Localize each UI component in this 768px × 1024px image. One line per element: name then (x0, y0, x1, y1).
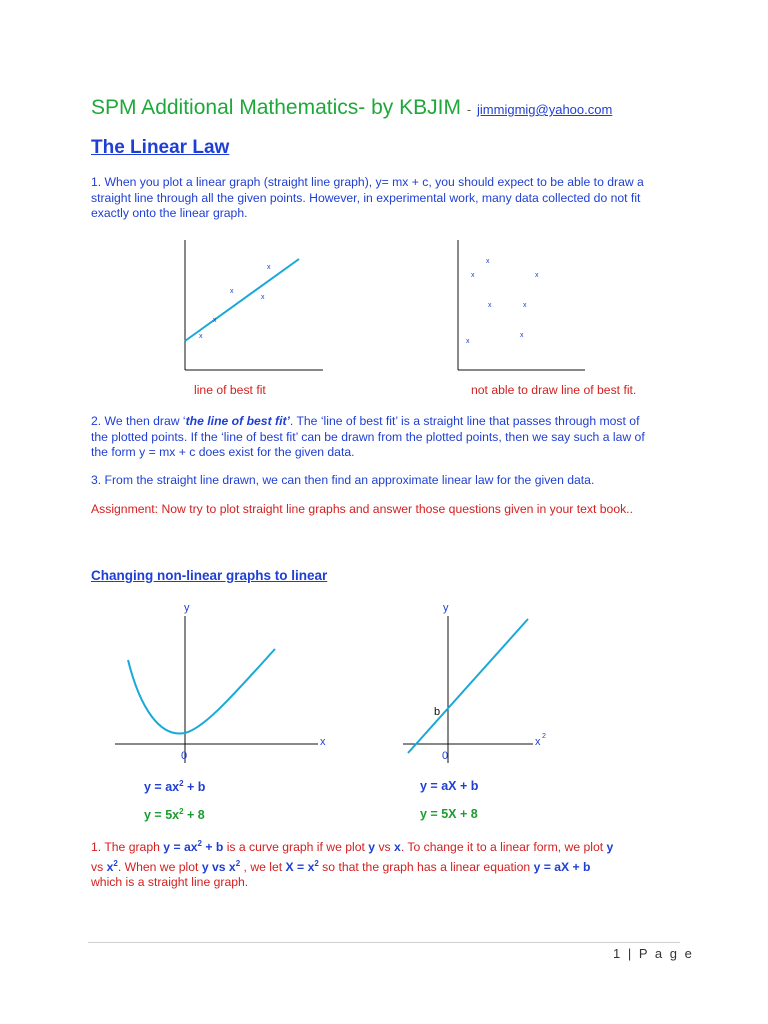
data-point: x (523, 302, 527, 309)
footer-divider (88, 942, 680, 943)
emphasis-best-fit: the line of best fit’ (185, 414, 290, 428)
paragraph-linearize (91, 836, 691, 891)
data-point: x (520, 332, 524, 339)
y-axis-label: y (443, 602, 449, 614)
email-link[interactable]: jimmigmig@yahoo.com (477, 102, 613, 117)
data-point: x (230, 288, 234, 295)
page-number: 1 (613, 946, 623, 961)
paragraph-linearize-line (91, 836, 691, 856)
equation-general-linear: y = aX + b (420, 779, 479, 793)
assignment-text: Assignment: Now try to plot straight line graphs and answer those questions given in your text book.. (91, 502, 633, 516)
superscript: 2 (113, 858, 118, 868)
page-separator: | (627, 946, 634, 961)
text-run: so that the graph has a linear equation (318, 859, 534, 874)
text-run: vs (91, 859, 107, 874)
data-point: x (199, 333, 203, 340)
text-run: y vs x (201, 859, 236, 874)
text-run: 2. We then draw ‘ (91, 414, 186, 428)
y-axis-label: y (184, 602, 190, 614)
data-point: x (213, 317, 217, 324)
parabola-curve (128, 649, 275, 734)
page-word: P a g e (638, 946, 694, 961)
text-run: x (106, 859, 114, 874)
text-run: + 8 (183, 808, 205, 823)
paragraph-2 (91, 414, 691, 461)
origin-label-left: 0 (181, 750, 188, 762)
text-run: + b (201, 840, 224, 855)
paragraph-linearize-line: which is a straight line graph. (91, 875, 249, 890)
graph-line-of-best-fit (175, 240, 325, 375)
section-heading-linear-law: The Linear Law (91, 137, 230, 158)
origin-label-right: 0 (442, 750, 449, 762)
text-run: y = aX + b (533, 859, 591, 874)
text-run: X = x (285, 859, 315, 874)
superscript: 2 (314, 858, 319, 868)
superscript: 2 (179, 807, 184, 816)
data-point: x (466, 338, 470, 345)
caption-no-best-fit: not able to draw line of best fit. (471, 383, 637, 397)
text-run: . When we plot (117, 859, 202, 874)
text-run: + b (183, 780, 206, 795)
paragraph-1-line: exactly onto the linear graph. (91, 206, 248, 220)
text-run: y = 5x (144, 808, 180, 823)
text-run: y (606, 840, 614, 855)
section-heading-non-linear: Changing non-linear graphs to linear (91, 568, 328, 583)
data-point: x (261, 294, 265, 301)
document-title: SPM Additional Mathematics- by KBJIM (91, 96, 461, 119)
paragraph-2-line: the plotted points. If the ‘line of best fit’ can be drawn from the plotted points, then we say such a law of (91, 429, 645, 444)
text-run: . To change it to a linear form, we plot (400, 840, 607, 855)
data-point: x (471, 272, 475, 279)
data-point: x (535, 272, 539, 279)
text-run: . The ‘line of best fit’ is a straight line that passes through most of (289, 414, 640, 428)
page-footer (613, 946, 694, 961)
text-run: y = ax (163, 840, 198, 855)
text-run: 1. The graph (91, 840, 164, 855)
paragraph-linearize-line (91, 856, 691, 876)
linear-graph-line (408, 619, 528, 753)
equation-general-curve (144, 779, 205, 794)
paragraph-1-line: straight line through all the given points. However, in experimental work, many data collected do not fit (91, 190, 641, 205)
paragraph-1-line: 1. When you plot a linear graph (straight line graph), y= mx + c, you should expect to be able to draw a (91, 175, 644, 189)
text-run: is a curve graph if we plot (223, 840, 369, 855)
data-point: x (486, 258, 490, 265)
graph-curve (110, 598, 340, 768)
text-run: x (394, 840, 401, 855)
title-dash: - (466, 102, 472, 117)
graph-scattered-points (450, 240, 590, 375)
caption-line-of-best-fit: line of best fit (194, 383, 266, 397)
equation-example-curve (144, 807, 205, 822)
equation-example-linear: y = 5X + 8 (420, 807, 478, 821)
paragraph-2-line (91, 414, 691, 430)
x-axis-label: x (320, 736, 326, 748)
superscript: 2 (235, 858, 241, 868)
x-axis-label-superscript: 2 (542, 733, 546, 740)
text-run: y = ax (144, 780, 180, 795)
text-run: , we let (240, 859, 286, 874)
data-point: x (267, 264, 271, 271)
text-run: y (368, 840, 376, 855)
text-run: vs (375, 840, 395, 855)
superscript: 2 (179, 779, 184, 788)
paragraph-3: 3. From the straight line drawn, we can then find an approximate linear law for the given data. (91, 473, 595, 487)
data-point: x (488, 302, 492, 309)
intercept-label: b (434, 706, 441, 718)
superscript: 2 (197, 839, 202, 848)
x-axis-label: x (535, 736, 541, 748)
best-fit-line (185, 259, 299, 341)
document-title-line (91, 96, 612, 120)
paragraph-1 (91, 175, 691, 222)
paragraph-2-line: the form y = mx + c does exist for the given data. (91, 445, 355, 459)
graph-linearized (398, 598, 558, 768)
